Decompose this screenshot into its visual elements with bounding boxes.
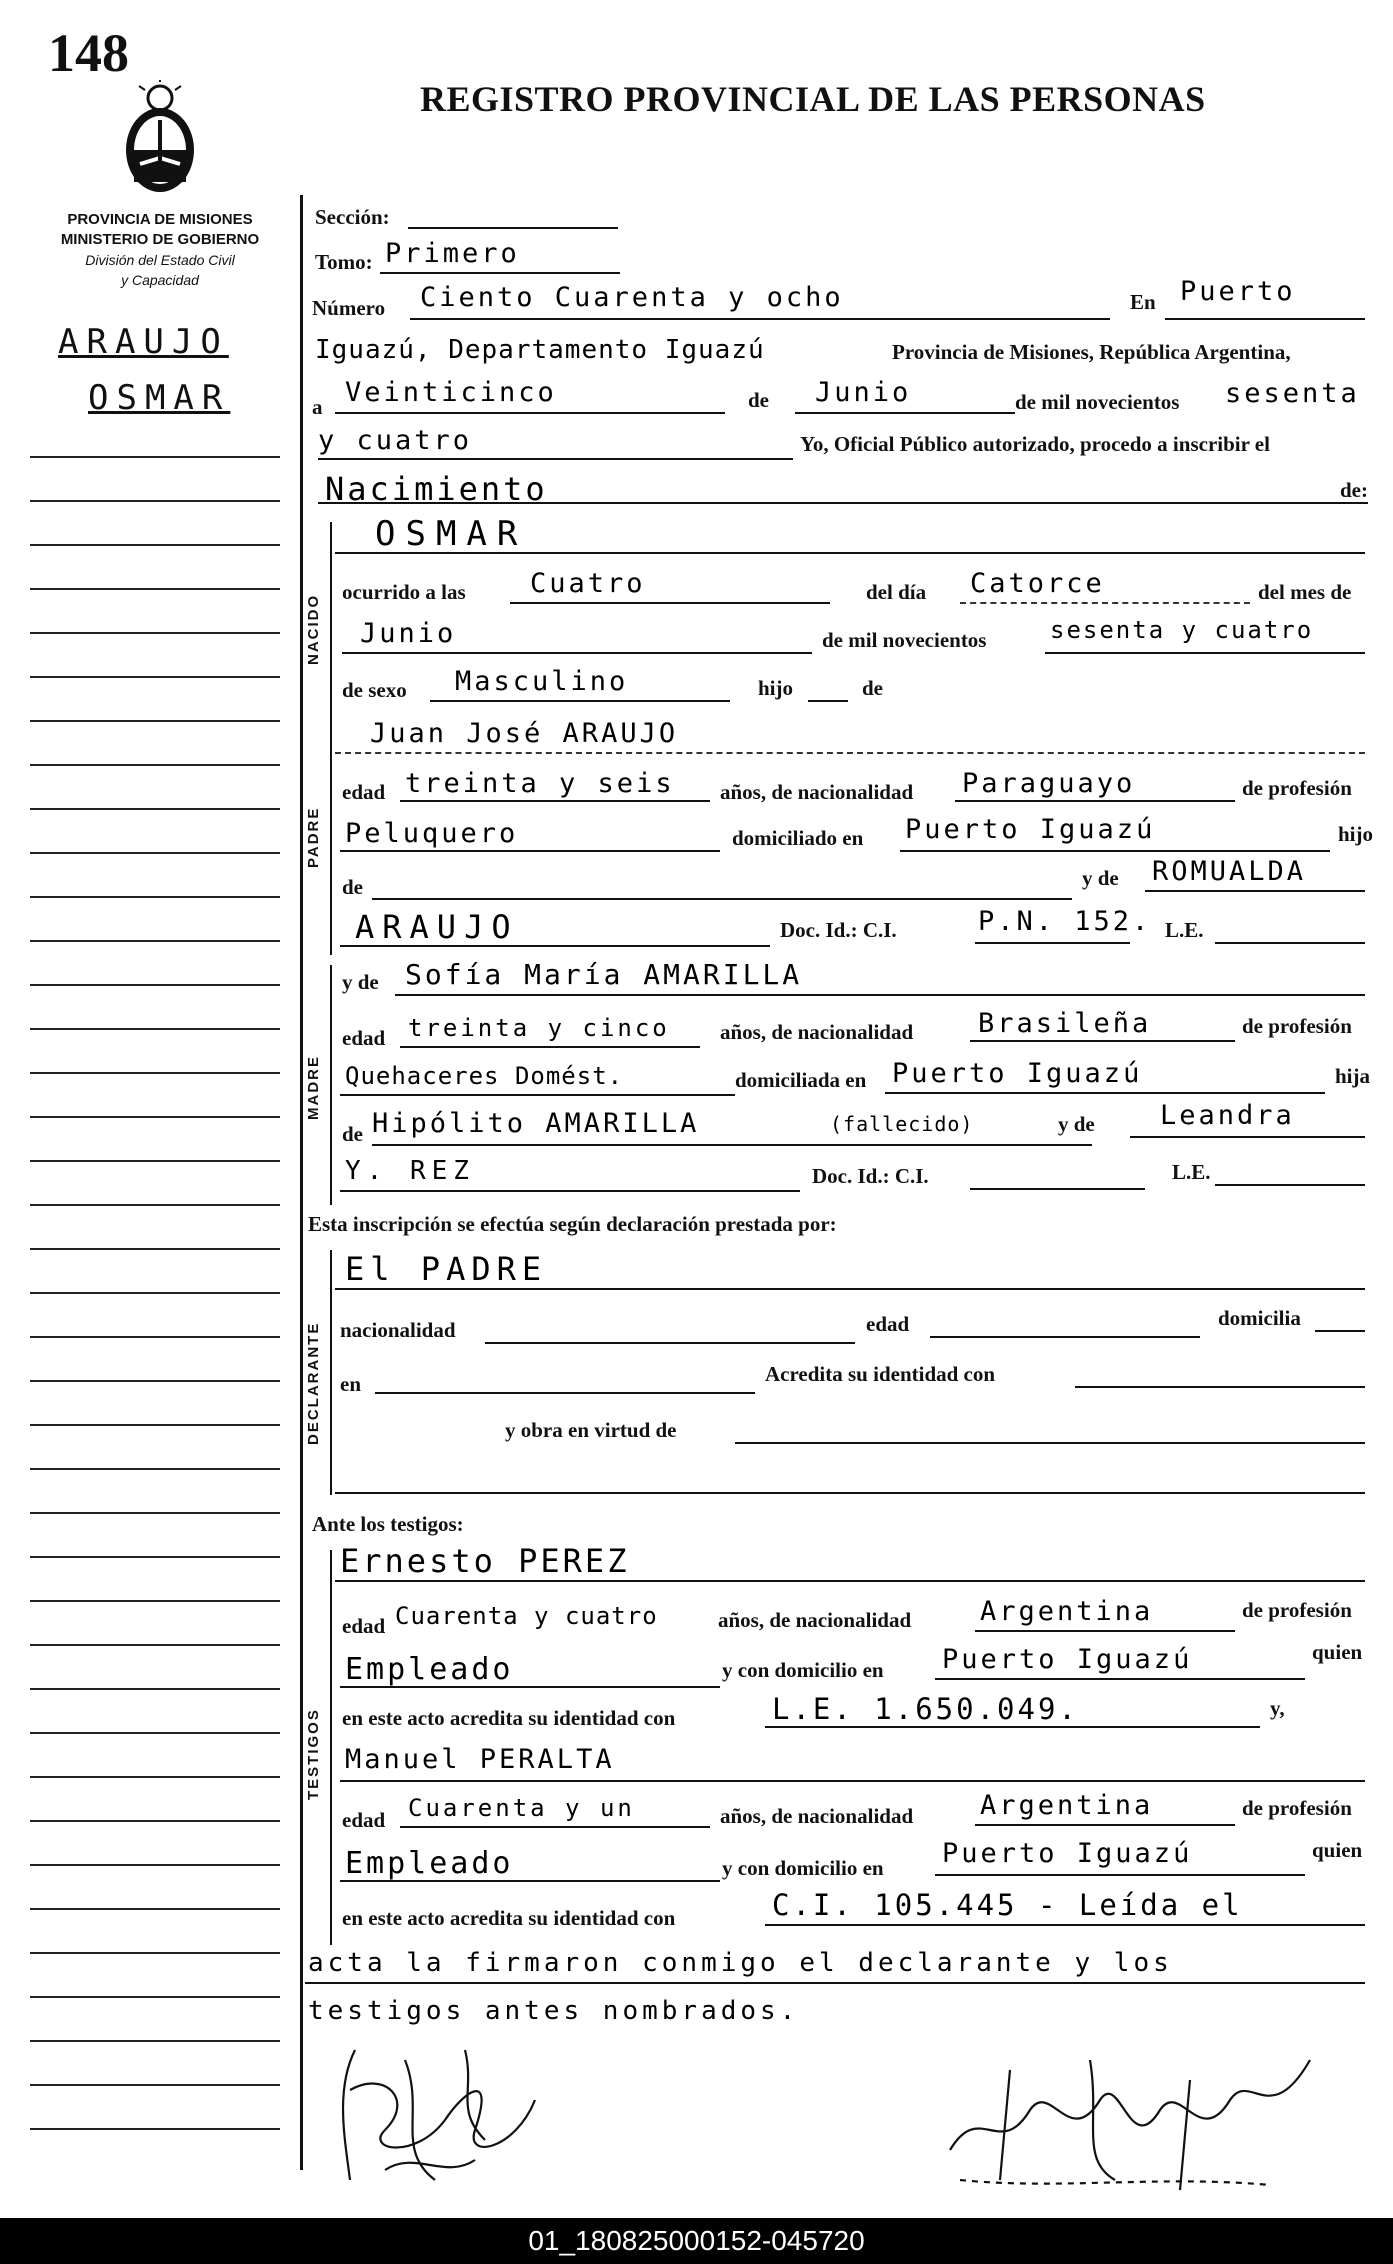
padre-dom-label: domiciliado en (732, 826, 864, 850)
hijo-de-label: de (862, 676, 883, 700)
madre-de-label: de (342, 1122, 363, 1146)
t2-nac-label: años, de nacionalidad (720, 1804, 914, 1828)
madre-nacionalidad: Brasileña (978, 1008, 1152, 1039)
madre-doc-line (970, 1188, 1145, 1190)
t1-prof-label: de profesión (1242, 1598, 1352, 1622)
madre-nac-label: años, de nacionalidad (720, 1020, 914, 1044)
madre-apellido: Y. REZ (345, 1156, 475, 1186)
t1-doc: L.E. 1.650.049. (772, 1692, 1079, 1726)
sexo-line (430, 700, 730, 702)
t2-doc-line (765, 1924, 1365, 1926)
madre-abuelo-line (372, 1144, 1092, 1146)
month-value: Junio (815, 377, 912, 408)
numero-value: Ciento Cuarenta y ocho (420, 282, 844, 313)
declarante-virtud-label: y obra en virtud de (505, 1418, 677, 1442)
madre-nac-line (970, 1040, 1235, 1042)
t2-quien-label: quien (1312, 1838, 1363, 1862)
coat-of-arms-icon (115, 80, 205, 200)
t2-acredita-label: en este acto acredita su identidad con (342, 1906, 676, 1930)
en-value: Puerto (1180, 276, 1296, 307)
declarante-acredita-label: Acredita su identidad con (765, 1362, 996, 1386)
a-label: a (312, 395, 323, 419)
madre-le-line (1215, 1184, 1365, 1186)
padre-name-line (335, 752, 1365, 754)
tomo-label: Tomo: (315, 250, 373, 274)
declarante-en-label: en (340, 1372, 361, 1396)
numero-label: Número (312, 296, 386, 320)
madre-name-line (395, 994, 1365, 996)
madre-edad-label: edad (342, 1026, 386, 1050)
hour-value: Cuatro (530, 568, 646, 599)
birth-day-value: Catorce (970, 568, 1105, 599)
padre-abuela: ROMUALDA (1152, 856, 1307, 887)
tomo-value: Primero (385, 238, 520, 269)
birth-year-line (1045, 652, 1365, 654)
declarante-nac-label: nacionalidad (340, 1318, 456, 1342)
year-label: de mil novecientos (1015, 390, 1180, 414)
numero-line (410, 318, 1110, 320)
t2-domicilio: Puerto Iguazú (942, 1838, 1193, 1869)
t2-prof-line (340, 1880, 720, 1882)
seccion-line (408, 227, 618, 229)
declarante-virtud-line (735, 1442, 1365, 1444)
declarante-edad-line (930, 1336, 1200, 1338)
declaracion-intro: Esta inscripción se efectúa según declaración prestada por: (308, 1212, 837, 1236)
nacido-bracket (330, 522, 332, 727)
t2-nac-line (975, 1824, 1235, 1826)
padre-nacionalidad: Paraguayo (962, 768, 1136, 799)
t2-doc: C.I. 105.445 - Leída el (772, 1888, 1243, 1922)
footer-code: 01_180825000152-045720 (0, 2218, 1393, 2264)
t1-name-line (335, 1580, 1365, 1582)
padre-apellido-line (340, 945, 770, 947)
madre-edad-line (400, 1046, 700, 1048)
hijo-label: hijo (758, 676, 794, 700)
year-cont-line (318, 458, 793, 460)
closing-line-1-rule (305, 1982, 1365, 1984)
witness-signature (325, 2030, 555, 2200)
sexo-label: de sexo (342, 678, 407, 702)
madre-doc-label: Doc. Id.: C.I. (812, 1164, 929, 1188)
act-type-line (318, 502, 1368, 504)
capacidad-line: y Capacidad (121, 272, 199, 288)
oficial-text: Yo, Oficial Público autorizado, procedo a inscribir el (800, 432, 1270, 456)
birth-month-line (342, 652, 812, 654)
t1-edad-label: edad (342, 1614, 386, 1638)
padre-apellido: ARAUJO (355, 908, 519, 946)
t2-dom-line (935, 1874, 1305, 1876)
t2-nacionalidad: Argentina (980, 1790, 1154, 1821)
t1-y-label: y, (1270, 1696, 1285, 1720)
padre-prof-label: de profesión (1242, 776, 1352, 800)
t1-domicilio: Puerto Iguazú (942, 1644, 1193, 1675)
birth-year-value: sesenta y cuatro (1050, 616, 1314, 644)
padre-abuela-line (1145, 890, 1365, 892)
padre-edad-line (400, 800, 710, 802)
padre-doc: P.N. 152. (978, 906, 1152, 937)
madre-y-de-label-2: y de (1058, 1112, 1095, 1136)
t2-edad-line (400, 1826, 710, 1828)
page-number: 148 (48, 23, 129, 83)
t1-prof-line (340, 1686, 720, 1688)
t2-prof-label: de profesión (1242, 1796, 1352, 1820)
madre-abuelo: Hipólito AMARILLA (372, 1108, 700, 1139)
en-line (1165, 318, 1365, 320)
padre-nac-line (955, 800, 1235, 802)
year-value: sesenta (1225, 378, 1360, 409)
nacido-section-label: NACIDO (305, 593, 322, 665)
madre-prof-line (340, 1094, 735, 1096)
padre-abuelo-line (372, 898, 1072, 900)
madre-apellido-line (340, 1190, 800, 1192)
month-de-label: de (748, 388, 769, 412)
declarante-acredita-line (1075, 1386, 1365, 1388)
declarante-nac-line (485, 1342, 855, 1344)
t1-quien-label: quien (1312, 1640, 1363, 1664)
madre-edad-value: treinta y cinco (408, 1014, 670, 1042)
division-line: División del Estado Civil (85, 252, 235, 268)
t1-doc-line (765, 1726, 1260, 1728)
padre-de-label: de (342, 875, 363, 899)
padre-hijo-label: hijo (1338, 822, 1374, 846)
birth-year-label: de mil novecientos (822, 628, 987, 652)
madre-profesion: Quehaceres Domést. (345, 1062, 624, 1090)
padre-bracket (330, 725, 332, 955)
padre-y-de-label: y de (1082, 866, 1119, 890)
del-mes-label: del mes de (1258, 580, 1352, 604)
nacido-name: OSMAR (375, 514, 528, 554)
hour-line (510, 602, 830, 604)
t1-edad: Cuarenta y cuatro (395, 1602, 658, 1630)
nacido-name-line (335, 552, 1365, 554)
en-label: En (1130, 290, 1156, 314)
declarante-dom-label: domicilia (1218, 1306, 1301, 1330)
padre-le-line (1215, 942, 1365, 944)
declarante-bracket (330, 1250, 332, 1495)
madre-abuela-line (1130, 1136, 1365, 1138)
tomo-line (380, 272, 620, 274)
madre-prof-label: de profesión (1242, 1014, 1352, 1038)
declarante-section-label: DECLARANTE (305, 1321, 322, 1445)
madre-domicilio: Puerto Iguazú (892, 1058, 1143, 1089)
margin-ruled-lines (30, 456, 280, 2172)
declarante-dom-line (1315, 1330, 1365, 1332)
closing-line-1: acta la firmaron conmigo el declarante y los (308, 1948, 1173, 1978)
t2-profesion: Empleado (345, 1846, 514, 1881)
birth-day-line (960, 602, 1250, 604)
seccion-label: Sección: (315, 205, 390, 229)
declarante-name-line (335, 1288, 1365, 1290)
provincia-text: Provincia de Misiones, República Argentina, (892, 340, 1291, 364)
hijo-line (808, 700, 848, 702)
testigos-intro: Ante los testigos: (312, 1512, 464, 1536)
ministry-line: MINISTERIO DE GOBIERNO (60, 231, 260, 248)
madre-fallecido: (fallecido) (830, 1112, 974, 1136)
t1-dom-line (935, 1678, 1305, 1680)
madre-abuela: Leandra (1160, 1100, 1295, 1131)
year-continuation: y cuatro (318, 425, 473, 456)
padre-doc-line (975, 942, 1130, 944)
t2-edad: Cuarenta y un (408, 1794, 635, 1822)
madre-dom-label: domiciliada en (735, 1068, 867, 1092)
madre-y-de-label: y de (342, 970, 379, 994)
padre-nac-label: años, de nacionalidad (720, 780, 914, 804)
t1-nacionalidad: Argentina (980, 1596, 1154, 1627)
day-line (335, 412, 725, 414)
de-colon-label: de: (1340, 478, 1368, 502)
day-value: Veinticinco (345, 377, 557, 408)
padre-edad-value: treinta y seis (405, 768, 675, 799)
madre-section-label: MADRE (305, 1055, 322, 1120)
act-type-value: Nacimiento (325, 470, 548, 508)
madre-le-label: L.E. (1172, 1160, 1211, 1184)
padre-name: Juan José ARAUJO (370, 718, 679, 749)
padre-profesion: Peluquero (345, 818, 519, 849)
ocurrido-label: ocurrido a las (342, 580, 466, 604)
testigos-section-label: TESTIGOS (305, 1708, 322, 1800)
t1-name: Ernesto PEREZ (340, 1542, 630, 1580)
declarante-blank-line (335, 1492, 1365, 1494)
t2-dom-label: y con domicilio en (722, 1856, 884, 1880)
t2-name-line (340, 1780, 1365, 1782)
birth-month-value: Junio (360, 618, 457, 649)
padre-prof-line (340, 850, 720, 852)
t2-edad-label: edad (342, 1808, 386, 1832)
declarante-name: El PADRE (345, 1250, 548, 1288)
t1-profesion: Empleado (345, 1652, 514, 1687)
t1-nac-label: años, de nacionalidad (718, 1608, 912, 1632)
del-dia-label: del día (866, 580, 927, 604)
province-heading (20, 210, 300, 290)
t2-name: Manuel PERALTA (345, 1744, 615, 1775)
margin-given-name: OSMAR (88, 378, 231, 418)
t1-dom-label: y con domicilio en (722, 1658, 884, 1682)
place-value: Iguazú, Departamento Iguazú (315, 335, 765, 365)
province-line: PROVINCIA DE MISIONES (67, 211, 253, 228)
declarante-en-line (375, 1392, 755, 1394)
madre-name: Sofía María AMARILLA (405, 958, 803, 991)
sexo-value: Masculino (455, 666, 629, 697)
madre-dom-line (885, 1092, 1325, 1094)
padre-edad-label: edad (342, 780, 386, 804)
margin-surname: ARAUJO (58, 322, 229, 362)
official-signature (940, 2040, 1320, 2200)
testigos-bracket (330, 1550, 332, 1945)
padre-dom-line (900, 850, 1330, 852)
padre-section-label: PADRE (305, 806, 322, 868)
madre-hija-label: hija (1335, 1064, 1371, 1088)
t1-acredita-label: en este acto acredita su identidad con (342, 1706, 676, 1730)
t1-nac-line (975, 1630, 1235, 1632)
padre-le-label: L.E. (1165, 918, 1204, 942)
month-line (795, 412, 1015, 414)
document-title: REGISTRO PROVINCIAL DE LAS PERSONAS (420, 79, 1206, 119)
padre-domicilio: Puerto Iguazú (905, 814, 1156, 845)
declarante-edad-label: edad (866, 1312, 910, 1336)
madre-bracket (330, 965, 332, 1205)
margin-divider (300, 195, 303, 2170)
padre-doc-label: Doc. Id.: C.I. (780, 918, 897, 942)
closing-line-2: testigos antes nombrados. (308, 1996, 800, 2026)
